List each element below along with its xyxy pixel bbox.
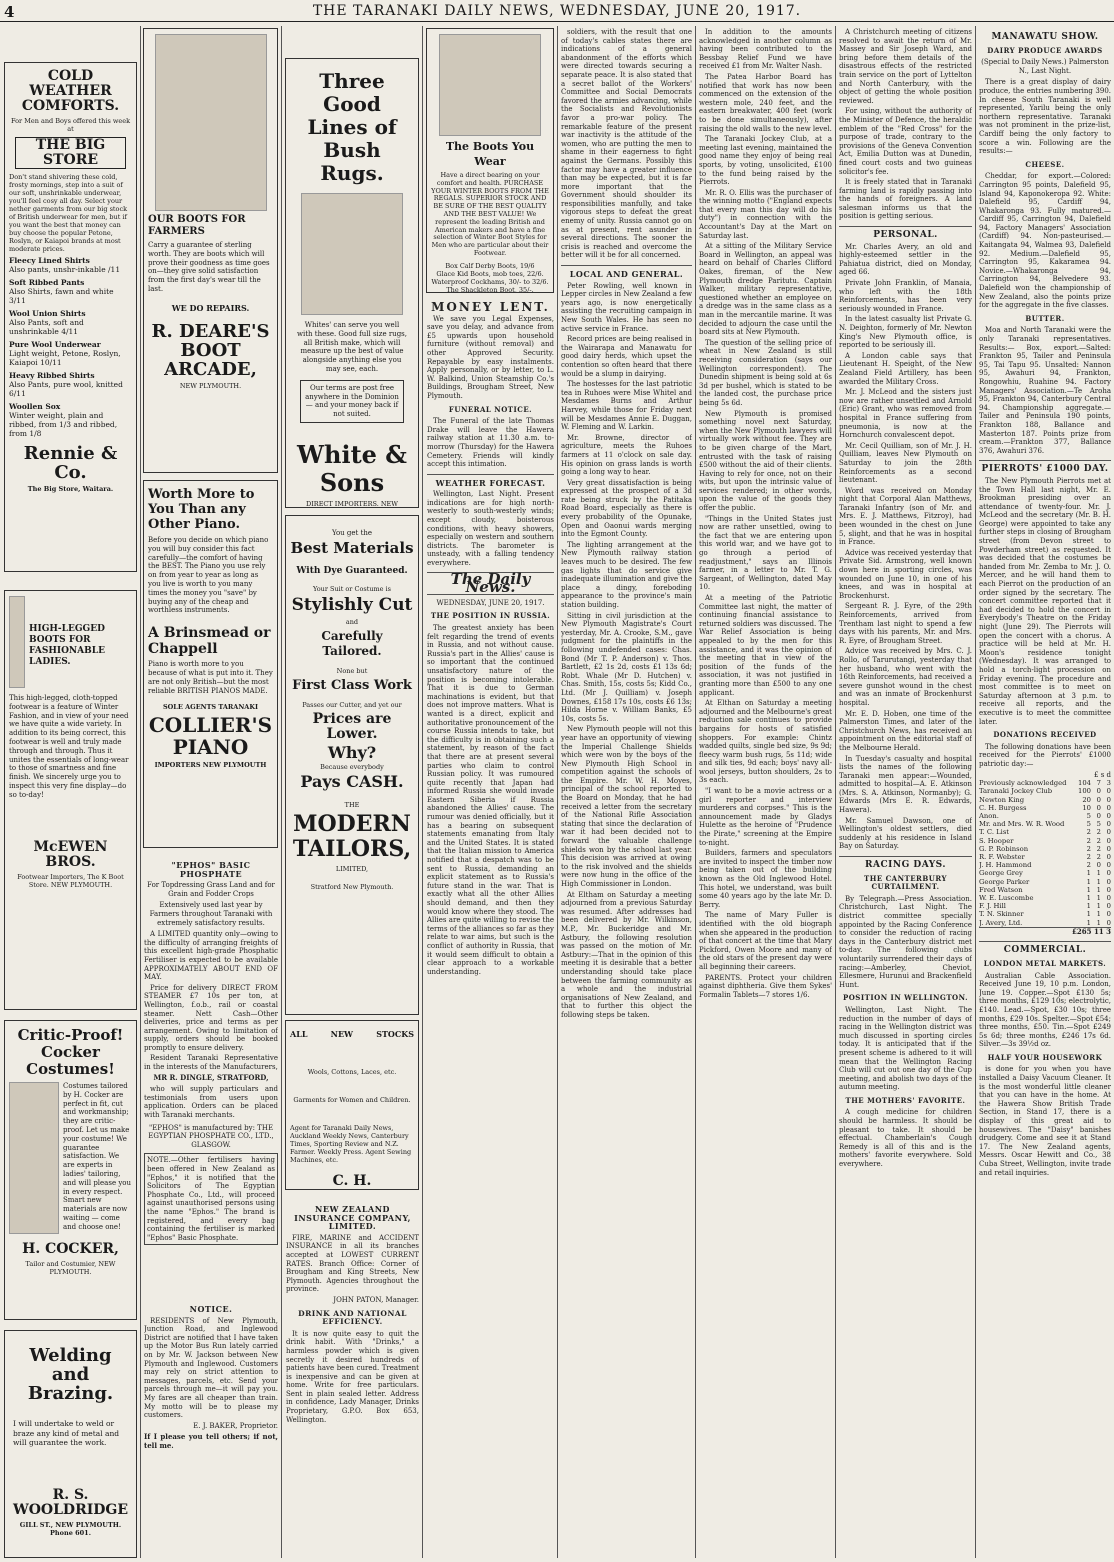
- amount-shillings: 1: [1096, 910, 1101, 919]
- article-paragraph: Peter Rowling, well known in Lepper circles in New Zealand a few years ago, is now energetically assisting the recruiting campaign in New South Wales. He has seen no active service in France.: [561, 281, 692, 333]
- ad-subline: For Topdressing Grass Land and for Grain and Fodder Crops: [147, 881, 275, 898]
- donor-name: Taranaki Jockey Club: [979, 787, 1053, 796]
- donor-name: J. Avery, Ltd.: [979, 918, 1023, 927]
- column-4-text: [427, 298, 554, 1558]
- ad-retford: [285, 1020, 419, 1190]
- ad-line: Passes our Cutter, and yet our: [302, 701, 402, 709]
- article-paragraph: soldiers, with the result that one of today's cables states there are indications of a general abandonment of the efforts which were directed towards securing a separate peace. It is also stated that a secret ballot of the Workers' Committee and Social Democrats favored the armies advancing, while the Socialists and Revolutionists favor a pro-war policy. The remarkable feature of the present war inactivity is the attitude of the women, who are putting the men to shame in their eagerness to fight against the Germans. Possibly this factor may have a greater influence than may be expected, but it is far more important that the Government should shoulder its responsibilities manfully, and take vigorous steps to defeat the great enemy of unity. Russia cannot go on as at present, rent asunder in several directions. The sooner the crisis is reached and overcome the better will it be for all concerned.: [561, 28, 692, 260]
- signature: JOHN PATON, Manager.: [333, 1295, 419, 1304]
- ad-line: None but: [336, 667, 368, 675]
- notice-body: The Funeral of the late Thomas Drake will leave the Hawera railway station at 11.30 a.m. to-morrow (Thursday) for the Hawera Cemetery. Friends will kindly accept this intimation.: [427, 417, 554, 469]
- section-heading: RACING DAYS.: [839, 856, 972, 870]
- amount-pounds: 2: [1086, 861, 1091, 870]
- list-item: Wool Union Shirts Also Pants, soft and unshrinkable 4/11: [9, 309, 86, 336]
- column-8-text: [979, 28, 1111, 1558]
- ad-headline: The Boots You Wear: [445, 140, 535, 168]
- list-item: Fleecy Lined Shirts Also pants, unshr-inkable /11: [9, 256, 121, 274]
- table-row: [979, 910, 1111, 918]
- ad-headline: Welding and Brazing.: [27, 1345, 114, 1404]
- table-row: [979, 812, 1111, 820]
- list-item: Woollen Sox Winter weight, plain and ribbed, from 1/3 and ribbed, from 1/8: [9, 402, 118, 438]
- ad-line: Garments for Women and Children.: [293, 1096, 411, 1104]
- price-item: Glace Kid Boots, mob toes, 22/6.: [436, 269, 544, 278]
- boot-illustration-icon: [9, 596, 25, 688]
- article-paragraph: Advice was received yesterday that Private Sid. Armstrong, well known down here in sporting circles, was wounded on June 10, in one of his knees, and was in hospital at Brockenhurst.: [839, 548, 972, 600]
- section-heading: LOCAL AND GENERAL.: [561, 265, 692, 279]
- donor-name: Mr. and Mrs. W. R. Wood: [979, 820, 1065, 829]
- ad-paragraph: A LIMITED quantity only—owing to the difficulty of arranging freights of this excellent high-grade Phosphatic Fertiliser is expected to be available APPROXIMATELY ABOUT END OF MAY.: [144, 930, 278, 982]
- amount-pounds: 1: [1086, 910, 1091, 919]
- amount-pounds: 1: [1086, 918, 1091, 927]
- article-paragraph: Builders, farmers and speculators are invited to inspect the timber now being taken out of the building known as the Old Inglewood Hotel. This hotel, we understand, was built some 40 years ago by the late Mr. D. Berry.: [699, 849, 832, 909]
- business-name: C. H.: [332, 1173, 372, 1189]
- amount-pounds: 5: [1086, 820, 1091, 829]
- amount-shillings: 1: [1096, 885, 1101, 894]
- article-paragraph: A Christchurch meeting of citizens resolved to await the return of Mr. Massey and Sir Joseph Ward, and bring before them details of the disastrous effects of the restricted train service on the port of Lyttelton and North Canterbury, with the object of getting the whole position reviewed.: [839, 28, 972, 105]
- business-address: Stratford New Plymouth.: [310, 883, 394, 891]
- amount-shillings: 0: [1096, 861, 1101, 870]
- table-row: [979, 845, 1111, 853]
- amount-pence: 0: [1106, 811, 1111, 820]
- ad-line: Wools, Cottons, Laces, etc.: [307, 1068, 397, 1076]
- column-rule: [422, 26, 423, 1558]
- article-paragraph: Sergeant R. J. Eyre, of the 29th Reinforcements, arrived from Trentham last night to spend a few days with his parents, Mr. and Mrs. R. Eyre, of Brougham Street.: [839, 602, 972, 645]
- note-box: NOTE.—Other fertilisers having been offered in New Zealand as "Ephos," it is notified that the Solicitors of The Egyptian Phosphate Co., Ltd., will proceed against unauthorised persons using the name "Ephos." The brand is registered, and every bag containing the fertiliser is marked "Ephos" Basic Phosphate.: [144, 1153, 278, 1245]
- table-row: [979, 820, 1111, 828]
- agent-name: MR R. DINGLE, STRATFORD,: [153, 1072, 269, 1082]
- column-rule: [695, 26, 696, 1558]
- ad-modern-tailors: You get the Best Materials With Dye Guaranteed. Your Suit or Costume is Stylishly Cut and Carefully Tailored. None but First Class Work Passes our Cutter, and yet our Prices are Lower. Why? Because everybody Pays CASH. THE MODERN TAILORS, LIMITED, Stratford New Plymouth.: [285, 515, 419, 1015]
- amount-pence: 0: [1106, 918, 1111, 927]
- ad-cocker-costumes: [4, 1020, 137, 1320]
- article-paragraph: Wellington, Last Night. The reduction in the number of days of racing in the Wellington district was much discussed in sporting circles today. It is anticipated that if the present scheme is adhered to it will mean that the Wellington Racing Club will cut out one day of the Cup meeting, and abolish two days of the autumn meeting.: [839, 1005, 972, 1092]
- ad-headline: COLD WEATHER COMFORTS.: [21, 68, 120, 114]
- article-paragraph: At a meeting of the Patriotic Committee last night, the matter of continuing financial assistance to returned soldiers was discussed. The War Relief Association is being appealed to by the men for this assistance, and it was the opinion of the meeting that in view of the position of the funds of the association, it was not justified in granting more than £500 to any one applicant.: [699, 594, 832, 697]
- ad-paragraph: FIRE, MARINE and ACCIDENT INSURANCE in all its branches accepted at LOWEST CURRENT RATES. Branch Office: Corner of Brougham and King Streets, New Plymouth. Agencies throughout the province.: [286, 1233, 419, 1294]
- store-address: Footwear Importers, The K Boot Store. NEW PLYMOUTH.: [17, 872, 124, 889]
- article-paragraph: Record prices are being realised in the Wairarapa and Manawatu for good dairy herds, which upset the contention so often heard that there would be a slump in dairying.: [561, 335, 692, 378]
- amount-pounds: 1: [1086, 893, 1091, 902]
- article-paragraph: The New Plymouth Pierrots met at the Town Hall last night, Mr. E. Brookman presiding over an attendance of twenty-four. Mr. J. McLeod and the secretary (Mr. B. H. George) were appointed to take any further steps in closing of Brougham street (from Devon street to Powderham street) as requested. It was decided that the costumes be handed from Mr. Zemba to Mr. J. O. Mercer, and he will hand them to each Pierrot on the production of an order signed by the secretary. The concert committee reported that it had decided to hold the concert in Everybody's Theatre on the Friday night (June 29). The Pierrots will open the concert with a chorus. A practice will be held at Mr. H. Moon's residence tonight (Wednesday). It was arranged to hold a torch-light procession on Friday evening. The procedure and most committee is to meet on Saturday afternoon at 3 p.m. to receive all reports, and the executive is to meet the committee later.: [979, 476, 1111, 726]
- store-logo: Rennie & Co.: [23, 443, 118, 483]
- table-row: [979, 869, 1111, 877]
- article-paragraph: A cough medicine for children should be harmless. It should be pleasant to take. It should be effectual. Chamberlain's Cough Remedy is all of this and is the mothers' favorite everywhere. Sold everywhere.: [839, 1108, 972, 1169]
- amount-pounds: 1: [1086, 885, 1091, 894]
- article-paragraph: It is freely stated that in Taranaki farming land is rapidly passing into the hands of foreigners. A land salesman informs us that the position is getting serious.: [839, 178, 972, 221]
- amount-pence: 0: [1106, 795, 1111, 804]
- amount-shillings: 1: [1096, 918, 1101, 927]
- ad-ephos-phosphate: [144, 856, 278, 1292]
- amount-shillings: 0: [1096, 803, 1101, 812]
- ad-subline: For Men and Boys offered this week at: [10, 117, 131, 133]
- amount-shillings: 1: [1096, 877, 1101, 886]
- amount-pounds: 5: [1086, 811, 1091, 820]
- boot-repairer-figure-icon: [155, 34, 267, 211]
- column-rule: [835, 26, 836, 1558]
- table-row: [979, 779, 1111, 787]
- tailor-address: Tailor and Costumier, NEW PLYMOUTH.: [25, 1260, 116, 1276]
- boot-illustration-icon: [439, 34, 541, 136]
- article-paragraph: Advice was received by Mrs. C. J. Rollo, of Tarurutangi, yesterday that her husband, who went with the 16th Reinforcements, had received a severe gunshot wound in the chest and was an inmate of Brockenhurst hospital.: [839, 647, 972, 707]
- page-title: THE TARANAKI DAILY NEWS, WEDNESDAY, JUNE 20, 1917.: [312, 3, 802, 19]
- ad-paragraph: who will supply particulars and testimonials from users upon application. Orders can be placed with Taranaki merchants.: [144, 1085, 278, 1120]
- donor-name: R. F. Webster: [979, 852, 1025, 861]
- ad-headline: HIGH-LEGGED BOOTS FOR FASHIONABLE LADIES.: [29, 624, 105, 667]
- donor-name: C. H. Burgess: [979, 803, 1027, 812]
- closing-line: If I please you tell others; if not, tell me.: [144, 1432, 278, 1450]
- notice-body: RESIDENTS of New Plymouth, Junction Road, and Inglewood District are notified that I have taken up the Motor Bus Run lately carried on by Mr. W. Jackson between New Plymouth and Inglewood. Customers may rely on strict attention to messages, parcels, etc. Send your parcels through me—it will pay you. My fares are all cheaper than train. My motto will be to please my customers.: [144, 1316, 278, 1420]
- editorial-body: The greatest anxiety has been felt regarding the trend of events in Russia, and not without cause. Russia's part in the Allies' cause is so important that the continued unsatisfactory nature of the position is becoming intolerable. That it is due to German machinations is evident, but that does not improve matters. What is wanted is a direct, explicit and authoritative pronouncement of the course Russia intends to take, but the difficulty is in obtaining such a statement, by reason of the fact that there are at present several parties who claim to control Russian policy. It was rumoured quite recently that Japan had informed Russia she would invade Eastern Siberia if Russia abandoned the Allies' cause. The rumour was denied officially, but it has a bearing on subsequent statements emanating from Italy and the United States. It is stated that the Italian mission to America notified that a despatch was to be sent to Russia, demanding an explicit statement as to Russia's future stand in the war. That is exactly what all the other Allies should demand, and then they would know where they stood. The Allies are quite willing to revise the terms of the alliances so far as they relate to war aims, but such is the conflict of authority in Russia, that it would seem difficult to obtain a clear approach to a workable understanding.: [427, 624, 554, 976]
- amount-shillings: 0: [1096, 787, 1101, 796]
- ad-regal-shoes: [426, 28, 554, 293]
- article-paragraph: Very great dissatisfaction is being expressed at the prospect of a 3d rate being struck by the Patitaka Road Board, especially as there is every probability of the Opunake, Open and Oaonui wards merging into the Egmont County.: [561, 478, 692, 539]
- section-heading: CHEESE.: [1025, 159, 1065, 169]
- amount-shillings: 2: [1096, 852, 1101, 861]
- ad-headline: Best Materials: [290, 539, 414, 557]
- donor-name: Newton King: [979, 795, 1025, 804]
- article-paragraph: New Plymouth is promised something novel next Saturday, when the New Plymouth lawyers will virtually work without fee. They are to be given charge of the Mart, entrusted with the task of raising £500 without the aid of their clients. Having to rely for once, not on their wits, but upon the intrinsic value of services rendered; in other words, upon the value of the goods they offer the public.: [699, 409, 832, 513]
- ad-deare-boots: [143, 28, 278, 473]
- price-item: Box Calf Derby Boots, 19/6: [445, 261, 535, 270]
- ad-welding: [4, 1330, 137, 1558]
- table-row: [979, 878, 1111, 886]
- article-paragraph: Mr. Cecil Quilliam, son of Mr. J. H. Quilliam, leaves New Plymouth on Saturday to join the 28th Reinforcements as a second lieutenant.: [839, 441, 972, 485]
- masthead: [0, 0, 1114, 22]
- amount-pence: 0: [1106, 910, 1111, 919]
- amount-pence: 3: [1106, 779, 1111, 788]
- section-heading: NEW ZEALAND INSURANCE COMPANY, LIMITED.: [294, 1204, 411, 1232]
- ad-body: I will undertake to weld or braze any kind of metal and will guarantee the work.: [13, 1419, 120, 1447]
- amount-pounds: 2: [1086, 852, 1091, 861]
- article-paragraph: In Tuesday's casualty and hospital lists the names of the following Taranaki men appear:—Wounded, admitted to hospital—A. E. Atkinson (Mrs. S. A. Atkinson, Normanby); G. Edwards (Mrs E. R. Edwards, Hawera).: [839, 754, 972, 815]
- ad-headline: Worth More to You Than any Other Piano.: [148, 487, 255, 532]
- amount-pounds: 100: [1078, 787, 1091, 796]
- amount-pounds: 2: [1086, 844, 1091, 853]
- donor-name: T. N. Skinner: [979, 910, 1024, 919]
- ad-line: Prices are Lower.: [312, 711, 392, 742]
- ad-line: Why?: [327, 743, 377, 762]
- table-row: [979, 886, 1111, 894]
- amount-shillings: 2: [1096, 828, 1101, 837]
- ad-line: and: [345, 618, 359, 626]
- ad-paragraph: Resident Taranaki Representative in the interests of the Manufacturers,: [144, 1054, 278, 1072]
- section-heading: WEATHER FORECAST.: [427, 474, 554, 488]
- ad-line: First Class Work: [292, 678, 412, 693]
- article-paragraph: "I want to be a movie actress or a girl reporter and interview murderers and corpses." This is the announcement made by Gladys Hulette as the heroine of "Prudence the Pirate," screening at the Empire to-night.: [699, 787, 832, 847]
- amount-pence: 0: [1106, 893, 1111, 902]
- column-rule: [281, 26, 282, 1558]
- amount-pence: 0: [1106, 828, 1111, 837]
- woman-figure-icon: [9, 1082, 59, 1234]
- ad-body: Before you decide on which piano you will buy consider this fact carefully—the comfort of having the BEST. The Piano you use rely on from year to year as long as you live is worth to you many times the money you "save" by buying any of the cheap and worthless instruments.: [148, 536, 269, 615]
- article-paragraph: The Patea Harbor Board has notified that work has now been commenced on the extension of the western mole, 240 feet, and the eastern breakwater, 400 feet (work to be done simultaneously), after raising the old walls to the new level.: [699, 72, 832, 133]
- column-5-text: [561, 28, 692, 1558]
- section-heading: THE POSITION IN RUSSIA.: [430, 611, 551, 621]
- table-header: £ s d: [1094, 770, 1111, 779]
- amount-pence: 0: [1106, 844, 1111, 853]
- section-heading: NOTICE.: [189, 1304, 233, 1314]
- piano-body: Piano is worth more to you because of what is put into it. They are not only British—but the most reliable BRITISH PIANOS MADE.: [148, 660, 273, 695]
- ad-body: Agent for Taranaki Daily News, Auckland Weekly News, Canterbury Times, Sporting Review and N.Z. Farmer. Weekly Press. Agent Sewing Machines, etc.: [290, 1124, 412, 1164]
- article-paragraph: Australian Cable Association. Received June 19, 10 p.m. London, June 19. Copper.—Spot £130 5s; three months, £129 10s; electrolytic, £140. Lead.—Spot, £30 10s; three months, £29 10s. Spelter.—Spot £54; three months, £50. Tin.—Spot £249 5s 6d; three months, £246 17s 6d. Silver.—3s 39½d oz.: [979, 971, 1111, 1049]
- amount-pence: 0: [1106, 803, 1111, 812]
- ad-body: Extensively used last year by Farmers throughout Taranaki with extremely satisfactory results.: [149, 901, 273, 927]
- business-address: DIRECT IMPORTERS. NEW: [306, 499, 398, 508]
- article-paragraph: Mr. J. McLeod and the sisters just now are rather unsettled and Arnold (Eric) Grant, who was removed from hospital in France suffering from pneumonia, is now at the Hornchurch convalescent depot.: [839, 388, 972, 440]
- ad-nzi-and-drink: [286, 1200, 419, 1558]
- ad-collier-piano: [143, 480, 278, 848]
- ad-body: Whites' can serve you well with these. Good full size rugs, all British make, which will measure up the best of value alongside anything else you may see, each.: [297, 321, 407, 373]
- article-paragraph: A London cable says that Lieutenant H. Speight, of the New Zealand Field Artillery, has been awarded the Military Cross.: [839, 351, 972, 386]
- ad-word: STOCKS: [376, 1029, 414, 1039]
- table-row: [979, 902, 1111, 910]
- business-address: IMPORTERS NEW PLYMOUTH: [154, 761, 267, 770]
- editorial-date: WEDNESDAY, JUNE 20, 1917.: [436, 598, 545, 607]
- column-rule: [140, 26, 141, 1558]
- section-heading: BUTTER.: [1025, 313, 1065, 323]
- donor-name: J. H. Hammond: [979, 861, 1032, 870]
- article-paragraph: The Taranaki Jockey Club, at a meeting last evening, maintained the good name they enjoy of being real sports, by voting, unsolicited, £100 to the fund being raised by the Pierrots.: [699, 135, 832, 187]
- donations-total: £265 11 3: [979, 927, 1111, 937]
- article-paragraph: PARENTS. Protect your children against diphtheria. Give them Sykes' Formalin Tablets—7 stores 1/6.: [699, 973, 832, 999]
- article-paragraph: Cheddar, for export.—Colored: Carrington 95 points, Dalefield 95, Island 94, Kaponokeropa 92. White: Dalefield 95, Cardiff 94, Whakaronga 93. Fully matured.—Cardiff 95, Carrington 94, Dalefield 94, Factory Managers' Association (Cardiff) 94. Non-pasteurised.—Kaitangata 94, Walmea 93, Dalefield 92. Medium.—Dalefield 95, Carrington 95, Kakaramea 94. Novice.—Whakaronga 94, Carrington 94, Belvedere 93. Dalefield won the championship of New Zealand, also the points prize for the aggregate in the five classes.: [979, 172, 1111, 310]
- article-paragraph: Word was received on Monday night that Corporal Alan Matthews, Taranaki Infantry (son of Mr. and Mrs. E. J. Matthews, Fitzroy), had been wounded in the chest on June 5, slight, and that he was in hospital in France.: [839, 486, 972, 547]
- amount-pounds: 1: [1086, 877, 1091, 886]
- section-heading: FUNERAL NOTICE.: [448, 404, 533, 414]
- amount-shillings: 7: [1096, 779, 1101, 788]
- ad-line: With Dye Guaranteed.: [296, 566, 408, 576]
- article-paragraph: In addition to the amounts acknowledged in another column as having been contributed to the Bessbay Relief Fund we have received £1 from Mr. Walter Nash.: [699, 28, 832, 71]
- column-7-text: [839, 28, 972, 1558]
- table-row: [979, 804, 1111, 812]
- table-row: [979, 837, 1111, 845]
- section-heading: MANAWATU SHOW.: [991, 32, 1099, 42]
- ad-high-legged-boots: [4, 590, 137, 1010]
- table-row: [979, 828, 1111, 836]
- ad-line: Your Suit or Costume is: [313, 585, 391, 593]
- donations-table: [979, 779, 1111, 927]
- business-name: R. S. WOOLDRIDGE: [12, 1486, 129, 1518]
- amount-pence: 0: [1106, 877, 1111, 886]
- business-name: R. DEARE'S BOOT ARCADE,: [151, 320, 270, 380]
- section-heading: DONATIONS RECEIVED: [993, 730, 1097, 740]
- donor-name: G. P. Robinson: [979, 844, 1029, 853]
- list-item: Soft Ribbed Pants Also Shirts, fawn and white 3/11: [9, 278, 114, 305]
- article-paragraph: Mr. R. O. Ellis was the purchaser of the winning motto ("England expects that every man this day will do his duty") in connection with the Accountant's Day at the Mart on Saturday last.: [699, 188, 832, 240]
- article-paragraph: At Eltham on Saturday a meeting adjourned from a previous Saturday was resumed. After addresses had been delivered by Mr. Wilkinson, M.P., Mr. Buckeridge and Mr. Astbury, the following resolution was passed on the motion of Mr. Astbury:—That in the opinion of this meeting it is desirable that a better understanding should take place between the farming community as a whole and the industrial organisations of New Zealand, and that to further this object the following steps be taken.: [561, 890, 692, 1019]
- ad-line: Carefully Tailored.: [321, 629, 383, 658]
- amount-pence: 0: [1106, 852, 1111, 861]
- business-name: White & Sons: [297, 439, 407, 497]
- store-name: THE BIG STORE: [15, 137, 126, 169]
- agents-line: SOLE AGENTS TARANAKI: [162, 703, 259, 712]
- amount-pounds: 20: [1082, 795, 1091, 804]
- tailor-name: H. COCKER,: [22, 1241, 119, 1257]
- amount-pounds: 2: [1086, 828, 1091, 837]
- store-address: The Big Store, Waitara.: [27, 485, 114, 493]
- article-paragraph: The hostesses for the last patriotic tea in Ruhoes were Mise Whitel and Mesdames Burns and Arthur Harvey, while those for Friday next will be Mesdames Annie E. Duggan, W. Fleming and W. Larkin.: [561, 380, 692, 432]
- amount-shillings: 0: [1096, 795, 1101, 804]
- ad-body: Carry a guarantee of sterling worth. They are boots which will prove their goodness as time goes on—they give solid satisfaction from the first day's wear till the last.: [148, 241, 270, 293]
- ad-paragraph: Price for delivery DIRECT FROM STEAMER £7 10s per ton, at Wellington, f.o.b., rail or coastal steamer. Nett Cash—Other deliveries, price and terms as per arrangement. Owing to limitation of supply, orders should be booked promptly to ensure delivery.: [144, 983, 278, 1052]
- business-address: NEW PLYMOUTH.: [179, 381, 242, 390]
- table-row: [979, 796, 1111, 804]
- section-heading: HALF YOUR HOUSEWORK: [987, 1052, 1103, 1062]
- section-heading: LONDON METAL MARKETS.: [983, 958, 1107, 968]
- donor-name: Anon.: [979, 811, 999, 820]
- store-name: McEWEN BROS.: [33, 838, 108, 870]
- section-heading: PIERROTS' £1000 DAY.: [979, 460, 1111, 474]
- amount-pounds: 1: [1086, 869, 1091, 878]
- ad-paragraph: It is now quite easy to quit the drink habit. With "Drinks," a harmless powder which is given secretly it desired hundreds of patients have been cured. Treatment is inexpensive and can be given at home. Write for free particulars. Sent in plain sealed letter. Address in confidence, Lady Manager, Drinks Proprietary, G.P.O. Box 653, Wellington.: [286, 1329, 419, 1424]
- ad-cold-weather: [4, 62, 137, 572]
- ad-line: Stylishly Cut: [291, 595, 413, 615]
- amount-shillings: 2: [1096, 844, 1101, 853]
- repairs-notice: WE DO REPAIRS.: [171, 302, 250, 313]
- ad-body: Costumes tailored by H. Cocker are perfect in fit, cut and workmanship; they are critic-proof. Let us make your costume! We guarantee satisfaction. We are experts in ladies' tailoring, and will please you in every respect. Smart new materials are now waiting — come and choose one!: [63, 1082, 131, 1231]
- amount-pence: 0: [1106, 787, 1111, 796]
- article-paragraph: Mr. Charles Avery, an old and highly-esteemed settler in the Pahiatua district, died on Monday, aged 66.: [839, 242, 972, 277]
- section-heading: DAIRY PRODUCE AWARDS: [987, 45, 1103, 55]
- amount-shillings: 1: [1096, 869, 1101, 878]
- donor-name: George Parker: [979, 877, 1030, 886]
- ad-headline: "EPHOS" BASIC PHOSPHATE: [171, 860, 251, 879]
- donor-name: Fred Watson: [979, 885, 1023, 894]
- manufacturer: "EPHOS" is manufactured by: THE EGYPTIAN PHOSPHATE CO., LTD., GLASGOW.: [148, 1123, 274, 1149]
- article-paragraph: New Plymouth people will not this year have an opportunity of viewing the Imperial Challenge Shields which were won by the boys of the New Plymouth High School in competition against the schools of the Empire. Mr. W. H. Moyes, principal of the school reported to the Board on Monday, that he had received a letter from the secretary of the National Rifle Association stating that since the declaration of war it had been decided not to forward the valuable challenge shields won by the school last year. This decision was arrived at owing to the risk involved and the shields were now hung in the office of the High Commissioner in London.: [561, 725, 692, 888]
- business-address: GILL ST., NEW PLYMOUTH. Phone 601.: [19, 1520, 122, 1537]
- amount-pounds: 2: [1086, 836, 1091, 845]
- amount-shillings: 5: [1096, 820, 1101, 829]
- signature: E. J. BAKER, Proprietor.: [193, 1421, 278, 1430]
- table-row: [979, 853, 1111, 861]
- section-heading: THE CANTERBURY CURTAILMENT.: [864, 873, 947, 892]
- section-heading: COMMERCIAL.: [979, 941, 1111, 955]
- price-item: Waterproof Cockhams, 30/- to 32/6.: [431, 277, 549, 286]
- ad-line: Pays CASH.: [300, 772, 404, 791]
- article-paragraph: Mr. Browne, director of agriculture, meets the Ruhoes farmers at 11 o'clock on sale day. His opinion on grass lands is worth going a long way to hear.: [561, 433, 692, 477]
- section-heading: THE MOTHERS' FAVORITE.: [845, 1095, 966, 1105]
- section-heading: DRINK AND NATIONAL EFFICIENCY.: [298, 1308, 407, 1327]
- newspaper-logo: The Daily News.: [427, 572, 554, 595]
- ad-headline: OUR BOOTS FOR FARMERS: [148, 214, 246, 237]
- table-row: [979, 787, 1111, 795]
- amount-pounds: 104: [1078, 779, 1091, 788]
- amount-pounds: 1: [1086, 902, 1091, 911]
- amount-pence: 0: [1106, 869, 1111, 878]
- column-6-text: [699, 28, 832, 1558]
- ad-headline: Critic-Proof! Cocker Costumes!: [17, 1026, 124, 1078]
- article-paragraph: Private John Franklin, of Manaia, who left with the 18th Reinforcements, has been very seriously wounded in France.: [839, 279, 972, 313]
- donor-name: S. Hooper: [979, 836, 1014, 845]
- article-paragraph: The following donations have been received for the Pierrots' £1000 patriotic day:—: [979, 742, 1111, 768]
- column-rule: [975, 26, 976, 1558]
- article-paragraph: The lighting arrangement at the New Plymouth railway station leaves much to be desired. The few gas lights that do service give inadequate illumination and give the place a dingy, foreboding appearance to the province's main station building.: [561, 540, 692, 609]
- amount-pounds: 10: [1082, 803, 1091, 812]
- table-row: [979, 919, 1111, 927]
- ad-word: ALL: [290, 1029, 308, 1039]
- article-paragraph: At Elthan on Saturday a meeting adjourned and the Melbourne's great reduction sale continues to provide bargains for hosts of satisfied shoppers. For example: Chintz wadded quilts, single bed size, 9s 9d; fleecy warm bush rugs, 5s 11d; wide and silk ties, 9d each; boys' navy all-wool jerseys, button shoulders, 2s to 3s each.: [699, 699, 832, 785]
- ad-word: NEW: [330, 1029, 354, 1039]
- table-row: [979, 894, 1111, 902]
- section-heading: POSITION IN WELLINGTON.: [842, 993, 969, 1003]
- section-heading: MONEY LENT.: [431, 300, 550, 314]
- amount-pence: 0: [1106, 820, 1111, 829]
- price-item: The Shackleton Boot, 35/-.: [446, 285, 534, 293]
- article-paragraph: The name of Mary Fuller is identified with the old biograph when she appeared in the production of that concert at the time that Mary Pickford, Owen Moore and many of the old stars of the present day were all beginning their careers.: [699, 911, 832, 971]
- ad-body: Don't stand shivering these cold, frosty mornings, step into a suit of our soft, unshrinkable underwear, you'll feel cosy all day. Select your nether garments from our big stock of British underwear for men, but if you want the best that money can buy choose the popular Petone, Roslyn, or Kaiapoi brands at most moderate prices.: [9, 173, 128, 253]
- article-paragraph: "Things in the United States just now are rather unsettled, owing to the fact that we are entering upon this world war, and we have got to go through a period of readjustment," says an Illinois farmer, in a letter to Mr. T. G. Sargeant, of Wellington, dated May 10.: [699, 514, 832, 592]
- article-paragraph: In the latest casualty list Private G. N. Deighton, formerly of Mr. Newton King's New Plymouth office, is reported to be seriously ill.: [839, 315, 972, 350]
- donor-name: F. J. Hill: [979, 902, 1006, 911]
- amount-pence: 0: [1106, 902, 1111, 911]
- amount-shillings: 1: [1096, 893, 1101, 902]
- ad-paragraph: We save you Legal Expenses, save you delay, and advance from £5 upwards upon household furniture (without removal) and other Approved Security. Repayable by easy instalments. Apply personally, or by letter, to L. W. Balkind, Union Steamship Co.'s Buildings, Brougham Street, New Plymouth.: [427, 314, 554, 400]
- ad-body: Have a direct bearing on your comfort and health. PURCHASE YOUR WINTER BOOTS FROM THE REGALS. SUPERIOR STOCK AND BE SURE OF THE BEST QUALITY AND THE BEST VALUE! We represent the leading British and American makers and have a fine selection of Winter Boot Styles for Men who are particular about their Footwear.: [431, 171, 549, 257]
- piano-brand: A Brinsmead or Chappell: [148, 625, 271, 658]
- amount-pence: 0: [1106, 885, 1111, 894]
- donor-name: T. C. List: [979, 828, 1010, 837]
- ad-body: This high-legged, cloth-topped footwear is a feature of Winter Fashion, and in view of your need we have quite a wide variety. In addition to its being correct, this footwear is well and truly made through and through. Thus it unites the essentials of long-wear to those of smartness and fine finish. We sincerely urge you to inspect this very fine display—do so to-day!: [9, 694, 129, 799]
- amount-shillings: 2: [1096, 836, 1101, 845]
- article-paragraph: By Telegraph.—Press Association. Christchurch, Last Night. The district committee specially appointed by the Racing Conference to consider the reduction of racing days in the Canterbury district met to-day. The following clubs voluntarily surrendered their days of racing:—Amberley, Cheviot, Ellesmere, Hurunui and Brackenfield Hunt.: [839, 894, 972, 989]
- donor-name: Previously acknowledged: [979, 779, 1067, 788]
- table-row: [979, 861, 1111, 869]
- business-name: MODERN TAILORS,: [292, 811, 412, 862]
- ad-headline: Three Good Lines of Bush Rugs.: [307, 69, 397, 185]
- article-paragraph: Sitting in civil jurisdiction at the New Plymouth Magistrate's Court yesterday, Mr. A. Crooke, S.M., gave judgment for the plaintiffs in the following undefended cases: Chas. Bond (Mr T. P. Anderson) v. Thos. Bartlett, £2 1s 2d, costs £1 13s 6d; Robt. Whale (Mr D. Hutchen) v. Chas. Smith, 15s, costs 5s; Kidd Co., Ltd. (Mr J. Quilliam) v. Joseph Downes, £158 17s 10s, costs £6 13s; Hilda Horne v. William Banks, £5 10s, costs 5s.: [561, 611, 692, 723]
- donor-name: George Grey: [979, 869, 1023, 878]
- list-item: Pure Wool Underwear Light weight, Petone, Roslyn, Kaiapoi 10/11: [9, 340, 121, 367]
- weather-body: Wellington, Last Night. Present indications are for high north-westerly to south-westerly winds; except cloudy, boisterous conditions, with heavy showers, especially on western and southern districts. The barometer is unsteady, with a falling tendency everywhere.: [427, 490, 554, 568]
- section-heading: PERSONAL.: [839, 226, 972, 240]
- rug-illustration-icon: [301, 193, 403, 315]
- donor-name: W. E. Luscombe: [979, 893, 1034, 902]
- amount-shillings: 0: [1096, 811, 1101, 820]
- amount-shillings: 1: [1096, 902, 1101, 911]
- ad-line: LIMITED,: [335, 865, 369, 873]
- amount-pence: 0: [1106, 836, 1111, 845]
- article-paragraph: At a sitting of the Military Service Board in Wellington, an appeal was heard on behalf of Charles Clifford Oakes, fireman, of the New Plymouth dredge Paritutu. Captain Walker, military representative, questioned whether an employee on a dredge was in the same class as a man in the mercantile marine. It was decided to adjourn the case until the board sits at New Plymouth.: [699, 242, 832, 337]
- article-paragraph: Moa and North Taranaki were the only Taranaki representatives. Results:— Box, export.—Salted: Frankton 95, Tailer and Peninsula 95, Tai Tapu 95. Unsalted: Nannon 95, Awahuri 94, Frankton, Rongowhiu, Ruahine 94. Factory Managers' Association.—Te Aroha 95, Frankton 94, Canterbury Central 94. Championship aggregate.—Tailer and Peninsula 190 points, Frankton 188, Ballance and Masterton 187. Points prize from cream.—Frankton 377, Ballance 376, Awahuri 376.: [979, 326, 1111, 455]
- ad-line: THE: [344, 801, 360, 809]
- amount-pence: 0: [1106, 861, 1111, 870]
- article-paragraph: is done for you when you have installed a Daisy Vacuum Cleaner. It is the most wonderful little cleaner that you can have in the home. At the Hawera Show British Trade Section, in Stand 17, there is a display of this great aid to housewives. The "Daisy" banishes drudgery. Come and see it at Stand 17. The New Zealand agents, Messrs. Oscar Hewitt and Co., 38 Cuba Street, Wellington, invite trade and retail inquiries.: [979, 1065, 1111, 1177]
- ad-white-sons-rugs: [285, 58, 419, 508]
- list-item: Heavy Ribbed Shirts Also Pants, pure wool, knitted 6/11: [9, 371, 123, 398]
- page-number: 4: [4, 3, 15, 21]
- terms-box: Our terms are post free anywhere in the Dominion — and your money back if not suited.: [300, 380, 404, 423]
- article-paragraph: For using, without the authority of the Minister of Defence, the heraldic emblem of the "Red Cross" for the purpose of trade, contrary to the provisions of the Geneva Convention Act, Emilia Dutton was at Dunedin, fined court costs and two guineas solicitor's fee.: [839, 107, 972, 176]
- article-paragraph: Mr. Samuel Dawson, one of Wellington's oldest settlers, died suddenly at his residence in Island Bay on Saturday.: [839, 816, 972, 851]
- ad-line: Because everybody: [320, 763, 384, 771]
- column-rule: [557, 26, 558, 1558]
- article-paragraph: The question of the selling price of wheat in New Zealand is still receiving consideration (says our Wellington correspondent). The Dunedin shipment is being sold at 6s 3d per bushel, which is stated to be the landed cost, the purchase price being 5s 6d.: [699, 338, 832, 407]
- article-paragraph: Mr. E. D. Hoben, one time of the Palmerston Times, and later of the Christchurch News, has received an appointment on the editorial staff of the Melbourne Herald.: [839, 709, 972, 752]
- article-paragraph: There is a great display of dairy produce, the entries numbering 390. In cheese South Taranaki is well represented, Yarilu being the only northern representative. Taranaki was not prominent in the prize-list, Cardiff being the only factory to score a win. Following are the results:—: [979, 78, 1111, 156]
- dateline: (Special to Daily News.) Palmerston N., Last Night.: [981, 58, 1109, 75]
- notice-bus-run: [144, 1300, 278, 1558]
- business-name: COLLIER'S PIANO: [148, 713, 273, 760]
